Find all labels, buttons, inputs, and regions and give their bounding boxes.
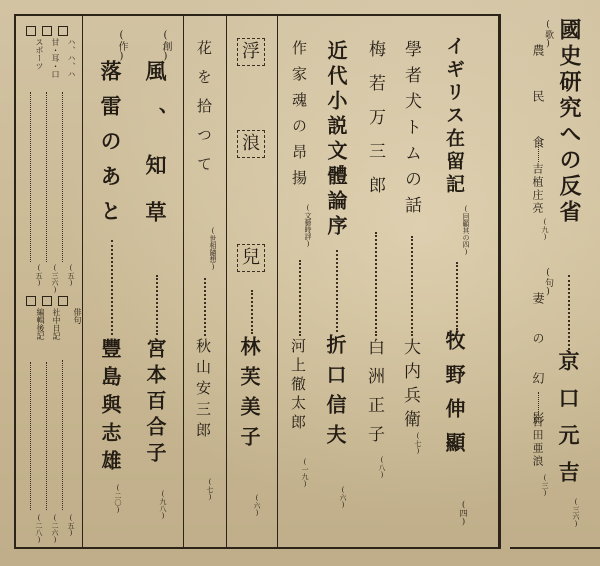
right-sub2-leader — [538, 392, 539, 414]
entry-page-flowers: (七) — [206, 478, 214, 501]
entry-author-writer-spirit: 河上徹太郎 — [289, 338, 307, 433]
novel-author-wind: 宮本百合子 — [143, 338, 167, 468]
entry-title-dog: 學者犬トムの話 — [401, 40, 421, 222]
entry-author-dog: 大内兵衛 — [400, 338, 420, 434]
misc-leader-1 — [62, 92, 63, 262]
right-sub2-page: (三) — [541, 474, 549, 497]
entry-leader-dog — [411, 236, 413, 336]
entry-page-writer-spirit: (一九) — [301, 458, 309, 488]
entry-page-novel-theory: (六) — [339, 486, 347, 509]
entry-title-umewaka: 梅若万三郎 — [365, 40, 385, 210]
entry-author-england: 牧野伸顯 — [442, 330, 466, 466]
novel-page-wind: (九八) — [159, 490, 167, 520]
section-rule-3 — [277, 14, 278, 549]
entry-author-umewaka: 白洲正子 — [364, 338, 384, 454]
novel-page-lightning: (二〇) — [114, 484, 122, 514]
work-label: (作) — [116, 30, 127, 62]
entry-title-flowers: 花を拾つて — [195, 40, 213, 185]
misc-box-1 — [58, 26, 68, 36]
section-rule-1 — [183, 14, 184, 549]
novel-leader-wind — [156, 275, 158, 335]
misc-box-3 — [26, 26, 36, 36]
novel-title-lightning: 落雷のあと — [98, 60, 123, 235]
entry-leader-flowers — [204, 278, 206, 336]
entry-author-flowers: 秋山安三郎 — [194, 338, 212, 443]
right-sub2-author: 日田亜浪 — [531, 416, 544, 468]
misc-leader-5 — [46, 362, 47, 510]
entry-leader-writer-spirit — [299, 260, 301, 336]
divider-rule — [498, 14, 501, 549]
bottom-rule — [14, 547, 500, 549]
novel-label: (創) — [160, 30, 171, 62]
novel-leader-lightning — [111, 240, 113, 335]
entry-author-furoji: 林芙美子 — [237, 336, 261, 456]
misc-title-1: ハ、ハ、ハ — [67, 38, 76, 78]
misc-page-5: (二六) — [51, 514, 59, 544]
right-title-author: 京口元吉 — [556, 350, 581, 498]
entry-title-char-1: 浮 — [237, 38, 265, 66]
misc-leader-2 — [46, 92, 47, 262]
misc-leader-3 — [30, 92, 31, 262]
right-sub1-title: 農 民 食 — [531, 44, 545, 158]
misc-divider — [82, 14, 83, 549]
right-sub2-title: 妻 の 幻 影 — [531, 292, 545, 431]
left-rule — [14, 14, 16, 549]
misc-box-6 — [26, 296, 36, 306]
misc-title-2: 甘・耳・口 — [51, 38, 60, 78]
entry-title-char-3: 兒 — [237, 244, 265, 272]
misc-page-2: (三六) — [51, 264, 59, 294]
entry-title-novel-theory: 近代小説文體論序 — [324, 40, 348, 240]
novel-author-lightning: 豐島與志雄 — [98, 338, 122, 478]
entry-leader-england — [456, 262, 458, 330]
misc-box-2 — [42, 26, 52, 36]
entry-leader-umewaka — [375, 232, 377, 336]
top-rule — [14, 14, 500, 16]
section-rule-2 — [226, 14, 227, 549]
entry-note-england: (回顧其の四) — [462, 205, 470, 256]
entry-note-flowers: (世相隨想) — [209, 227, 217, 271]
right-title-leader — [568, 275, 570, 350]
right-sub1-label: (歌) — [543, 20, 553, 49]
misc-leader-4 — [62, 360, 63, 510]
misc-title-4: 俳句 — [73, 308, 82, 324]
right-sub1-leader — [538, 142, 539, 162]
right-sub2-label: (句) — [543, 268, 553, 297]
entry-author-novel-theory: 折口信夫 — [323, 334, 347, 454]
misc-box-4 — [58, 296, 68, 306]
entry-title-writer-spirit: 作家魂の昂揚 — [290, 40, 308, 196]
right-sub1-page: (九) — [541, 218, 549, 241]
entry-page-furoji: (六) — [253, 494, 261, 517]
entry-page-england: (四) — [459, 500, 468, 526]
entry-title-england: イギリス在留記 — [443, 36, 465, 197]
misc-page-6: (二八) — [35, 514, 43, 544]
entry-page-umewaka: (八) — [378, 456, 386, 479]
entry-note-writer-spirit: (文藝時評) — [304, 204, 312, 248]
entry-leader-furoji — [251, 290, 253, 334]
misc-page-3: (五) — [35, 264, 43, 287]
misc-page-4: (五) — [67, 514, 75, 537]
novel-title-wind: 風、知草 — [143, 60, 168, 248]
misc-page-1: (五) — [67, 264, 75, 287]
misc-title-6: 編輯後記 — [36, 308, 45, 340]
entry-title-char-2: 浪 — [237, 130, 265, 158]
misc-title-5: 社中日記 — [52, 308, 61, 340]
entry-leader-novel-theory — [336, 250, 338, 332]
right-sub1-author: 吉植庄亮 — [531, 163, 544, 215]
entry-page-dog: (七) — [414, 432, 422, 455]
misc-leader-6 — [30, 362, 31, 510]
right-title: 國史研究への反省 — [556, 18, 582, 226]
misc-box-5 — [42, 296, 52, 306]
misc-title-3: スポーツ — [35, 38, 44, 70]
right-title-page: (三六) — [572, 498, 580, 528]
right-panel-bottom — [510, 547, 600, 549]
